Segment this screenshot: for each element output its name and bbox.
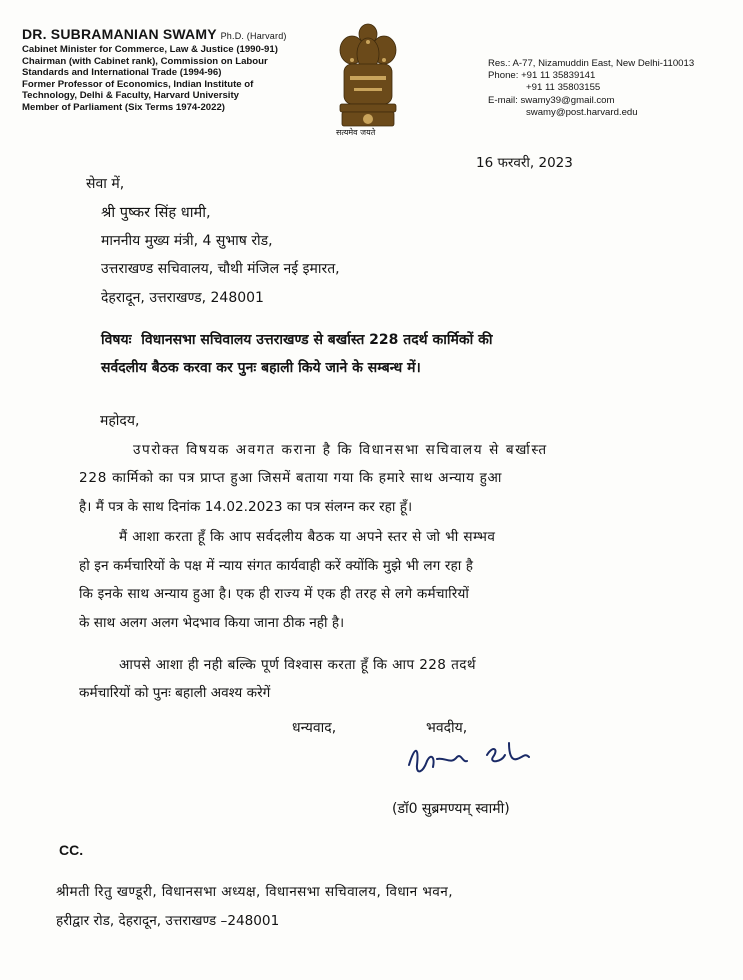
address-line: Res.: A-77, Nizamuddin East, New Delhi-110013 [488, 58, 695, 69]
greeting: महोदय, [100, 413, 140, 429]
recipient-line: उत्तराखण्ड सचिवालय, चौथी मंजिल नई इमारत, [101, 261, 340, 277]
para3-line: आपसे आशा ही नही बल्कि पूर्ण विश्वास करता हूँ कि आप 228 तदर्थ [119, 657, 476, 673]
subject-label: विषयः [101, 332, 132, 348]
name-text: DR. SUBRAMANIAN SWAMY [22, 26, 217, 42]
thanks-text: धन्यवाद, [292, 720, 337, 736]
credential-line: Chairman (with Cabinet rank), Commission on Labour [22, 55, 268, 67]
yours-text: भवदीय, [426, 720, 468, 736]
para3-line: कर्मचारियों को पुनः बहाली अवश्य करेगें [79, 685, 271, 701]
cc-label: CC. [59, 842, 84, 858]
phone-line: Phone: +91 11 35839141 [488, 70, 596, 82]
credential-line: Technology, Delhi & Faculty, Harvard University [22, 90, 239, 102]
para2-line: मैं आशा करता हूँ कि आप सर्वदलीय बैठक या अपने स्तर से जो भी सम्भव [119, 529, 496, 545]
signature-icon [405, 735, 535, 783]
national-emblem-icon [330, 20, 406, 138]
letterhead-name [22, 26, 287, 42]
para1-line: 228 कार्मिको का पत्र प्राप्त हुआ जिसमें बताया गया कि हमारे साथ अन्याय हुआ [79, 470, 503, 486]
email-line-2: swamy@post.harvard.edu [526, 106, 638, 118]
subject-text: विधानसभा सचिवालय उत्तराखण्ड से बर्खास्त 228 तदर्थ कार्मिकों की [141, 332, 493, 348]
recipient-name: श्री पुष्कर सिंह धामी, [101, 204, 211, 221]
signatory-name: (डॉ0 सुब्रमण्यम् स्वामी) [392, 801, 510, 817]
phone-line-2: +91 11 35803155 [526, 82, 601, 94]
subject-line-1 [101, 330, 493, 349]
salutation: सेवा में, [86, 176, 125, 192]
para2-line: के साथ अलग अलग भेदभाव किया जाना ठीक नही है। [79, 615, 345, 631]
subject-line-2: सर्वदलीय बैठक करवा कर पुनः बहाली किये जाने के सम्बन्ध में। [101, 360, 421, 376]
credential-line: Standards and International Trade (1994-96) [22, 67, 222, 79]
para1-line: है। मैं पत्र के साथ दिनांक 14.02.2023 का पत्र संलग्न कर रहा हूँ। [79, 499, 413, 515]
degree-text: Ph.D. (Harvard) [220, 31, 287, 41]
cc-line: हरीद्वार रोड, देहरादून, उत्तराखण्ड –248001 [56, 913, 280, 929]
letterhead-credentials [22, 44, 322, 114]
letter-date: 16 फरवरी, 2023 [476, 155, 573, 171]
recipient-line: देहरादून, उत्तराखण्ड, 248001 [101, 290, 264, 306]
email-line: E-mail: swamy39@gmail.com [488, 94, 615, 106]
credential-line: Member of Parliament (Six Terms 1974-2022) [22, 101, 225, 113]
recipient-line: माननीय मुख्य मंत्री, 4 सुभाष रोड, [101, 233, 273, 249]
para2-line: हो इन कर्मचारियों के पक्ष में न्याय संगत कार्यवाही करें क्योंकि मुझे भी लग रहा है [79, 558, 474, 574]
contact-block [488, 58, 738, 119]
credential-line: Former Professor of Economics, Indian Institute of [22, 78, 254, 90]
para2-line: कि इनके साथ अन्याय हुआ है। एक ही राज्य में एक ही तरह से लगे कर्मचारियों [79, 586, 470, 602]
para1-line: उपरोक्त विषयक अवगत कराना है कि विधानसभा सचिवालय से बर्खास्त [133, 442, 548, 458]
credential-line: Cabinet Minister for Commerce, Law & Justice (1990-91) [22, 44, 278, 55]
emblem-motto: सत्यमेव जयते [336, 128, 376, 137]
cc-line: श्रीमती रितु खण्डूरी, विधानसभा अध्यक्ष, विधानसभा सचिवालय, विधान भवन, [56, 884, 453, 900]
